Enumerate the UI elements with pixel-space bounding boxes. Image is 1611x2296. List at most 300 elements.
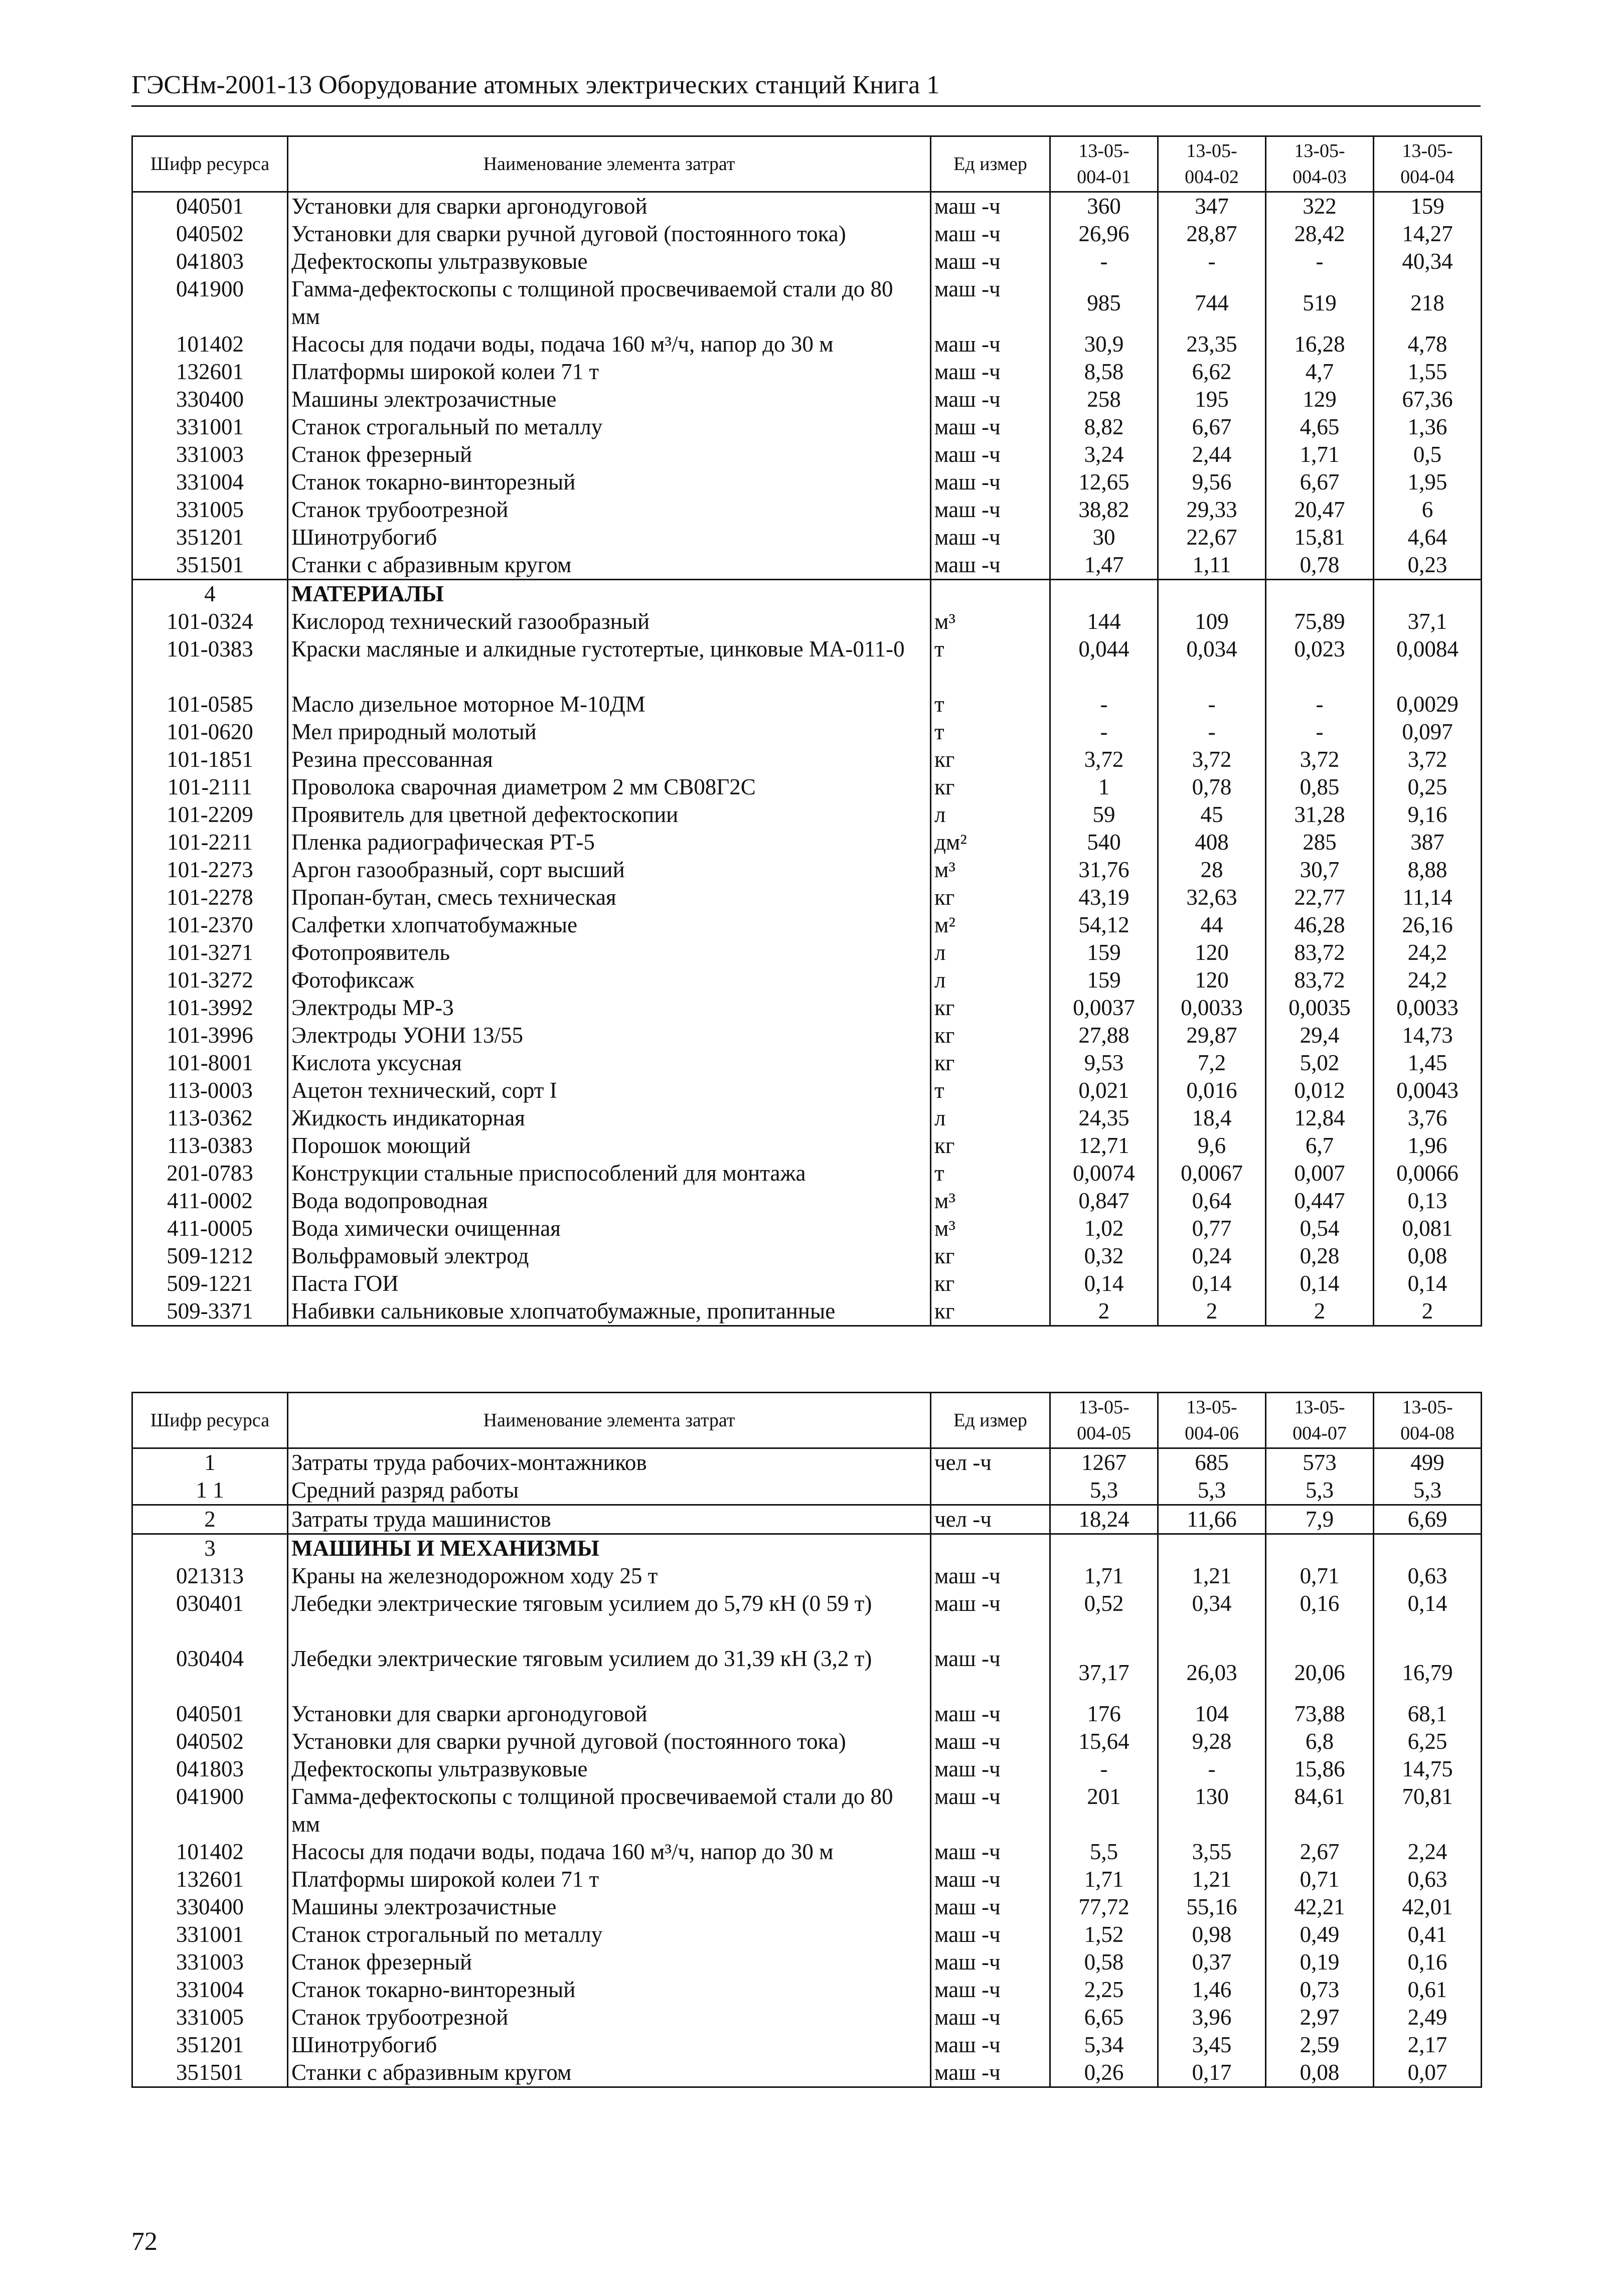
header-col-4: 13-05- 004-08 <box>1374 1393 1482 1448</box>
header-unit: Ед измер <box>931 1393 1050 1448</box>
resource-value: 73,88 <box>1266 1700 1374 1728</box>
resource-value: 0,081 <box>1374 1215 1482 1242</box>
resource-code: 201-0783 <box>132 1160 288 1187</box>
resource-value: 985 <box>1050 275 1158 331</box>
resource-unit: маш -ч <box>931 441 1050 468</box>
resource-value: - <box>1266 718 1374 746</box>
resource-value <box>1266 1534 1374 1563</box>
resource-code: 331001 <box>132 413 288 441</box>
resource-code: 351501 <box>132 2059 288 2087</box>
table-row <box>132 2031 1482 2059</box>
resource-value: 5,3 <box>1158 1477 1266 1505</box>
resource-value: 1,46 <box>1158 1976 1266 2004</box>
resource-name: Конструкции стальные приспособлений для монтажа <box>288 1160 931 1187</box>
resource-value: 4,65 <box>1266 413 1374 441</box>
resource-value: 54,12 <box>1050 911 1158 939</box>
header-name: Наименование элемента затрат <box>288 1393 931 1448</box>
resource-value: 0,54 <box>1266 1215 1374 1242</box>
resource-unit: маш -ч <box>931 1755 1050 1783</box>
resource-name: МАШИНЫ И МЕХАНИЗМЫ <box>288 1534 931 1563</box>
resource-unit: кг <box>931 1242 1050 1270</box>
table-row <box>132 1215 1482 1242</box>
table-row <box>132 1838 1482 1866</box>
resource-code: 101-3272 <box>132 966 288 994</box>
resource-name: Гамма-дефектоскопы с толщиной просвечиваемой стали до 80 мм <box>288 1783 931 1838</box>
resource-unit: л <box>931 1104 1050 1132</box>
resource-code: 132601 <box>132 1866 288 1893</box>
table-row <box>132 413 1482 441</box>
resource-code: 030401 <box>132 1590 288 1645</box>
resource-name: Аргон газообразный, сорт высший <box>288 856 931 884</box>
resource-code: 040502 <box>132 1728 288 1755</box>
resource-unit: маш -ч <box>931 1866 1050 1893</box>
resource-name: Мел природный молотый <box>288 718 931 746</box>
resource-value: 14,27 <box>1374 220 1482 248</box>
resource-value: 201 <box>1050 1783 1158 1838</box>
resource-name: Паста ГОИ <box>288 1270 931 1297</box>
resource-value: 30,9 <box>1050 331 1158 358</box>
resource-value: 5,3 <box>1266 1477 1374 1505</box>
table-row <box>132 691 1482 718</box>
resource-name: Станки с абразивным кругом <box>288 2059 931 2087</box>
resource-unit: т <box>931 1160 1050 1187</box>
resource-value: 6,7 <box>1266 1132 1374 1160</box>
header-name: Наименование элемента затрат <box>288 136 931 192</box>
table-row <box>132 718 1482 746</box>
resource-name: Проволока сварочная диаметром 2 мм СВ08Г2С <box>288 773 931 801</box>
header-col-2: 13-05- 004-02 <box>1158 136 1266 192</box>
resource-unit: маш -ч <box>931 1700 1050 1728</box>
resource-value: 1,11 <box>1158 551 1266 580</box>
resource-value: 1,45 <box>1374 1049 1482 1077</box>
resource-unit: кг <box>931 884 1050 911</box>
resource-code: 101-2278 <box>132 884 288 911</box>
resource-name: Лебедки электрические тяговым усилием до 5,79 кН (0 59 т) <box>288 1590 931 1645</box>
resource-unit: кг <box>931 773 1050 801</box>
table-row <box>132 331 1482 358</box>
resource-value: 258 <box>1050 386 1158 413</box>
resource-value: 29,87 <box>1158 1022 1266 1049</box>
resource-value: 0,08 <box>1374 1242 1482 1270</box>
header-col-2: 13-05- 004-06 <box>1158 1393 1266 1448</box>
table-row <box>132 635 1482 691</box>
resource-value: 0,71 <box>1266 1866 1374 1893</box>
resource-value: 0,14 <box>1374 1590 1482 1645</box>
header-col-1: 13-05- 004-05 <box>1050 1393 1158 1448</box>
resource-value: 0,16 <box>1374 1948 1482 1976</box>
resource-value: 0,73 <box>1266 1976 1374 2004</box>
resource-value: 3,76 <box>1374 1104 1482 1132</box>
resource-name: Машины электрозачистные <box>288 1893 931 1921</box>
table-row <box>132 1562 1482 1590</box>
resource-value: 20,06 <box>1266 1645 1374 1700</box>
resource-value: 0,58 <box>1050 1948 1158 1976</box>
resource-value: 3,72 <box>1050 746 1158 773</box>
resource-value: 0,0037 <box>1050 994 1158 1022</box>
resource-unit: кг <box>931 746 1050 773</box>
table-row <box>132 1077 1482 1104</box>
resource-value: 499 <box>1374 1448 1482 1477</box>
resource-unit: маш -ч <box>931 1893 1050 1921</box>
resource-code: 4 <box>132 580 288 608</box>
resource-code: 351201 <box>132 2031 288 2059</box>
resource-value: 11,66 <box>1158 1505 1266 1534</box>
resource-unit: маш -ч <box>931 551 1050 580</box>
table-row <box>132 1104 1482 1132</box>
resource-name: Краски масляные и алкидные густотертые, цинковые МА-011-0 <box>288 635 931 691</box>
resource-value: 38,82 <box>1050 496 1158 524</box>
resource-value: 0,0033 <box>1374 994 1482 1022</box>
resource-name: Машины электрозачистные <box>288 386 931 413</box>
resource-value: 0,007 <box>1266 1160 1374 1187</box>
resource-code: 331001 <box>132 1921 288 1948</box>
resource-unit <box>931 1534 1050 1563</box>
resource-value: 6,65 <box>1050 2004 1158 2031</box>
resource-value: 2,24 <box>1374 1838 1482 1866</box>
resource-name: Станок фрезерный <box>288 441 931 468</box>
table-row <box>132 1590 1482 1645</box>
resource-code: 041803 <box>132 248 288 275</box>
table-row <box>132 248 1482 275</box>
resource-value: 14,73 <box>1374 1022 1482 1049</box>
resource-value: 0,016 <box>1158 1077 1266 1104</box>
resource-code: 101-3996 <box>132 1022 288 1049</box>
resource-value <box>1158 1534 1266 1563</box>
resource-value: 3,72 <box>1266 746 1374 773</box>
resource-value: 0,0029 <box>1374 691 1482 718</box>
resource-value: 7,9 <box>1266 1505 1374 1534</box>
resource-value: 1,52 <box>1050 1921 1158 1948</box>
resource-unit <box>931 580 1050 608</box>
resource-value: 2 <box>1158 1297 1266 1326</box>
table-row <box>132 1477 1482 1505</box>
table-header-row <box>132 136 1482 192</box>
table-row <box>132 829 1482 856</box>
resource-value: 360 <box>1050 192 1158 221</box>
resource-value: 2,97 <box>1266 2004 1374 2031</box>
resource-unit: маш -ч <box>931 2059 1050 2087</box>
resource-value: 0,17 <box>1158 2059 1266 2087</box>
resource-unit: маш -ч <box>931 1590 1050 1645</box>
resource-name: Шинотрубогиб <box>288 2031 931 2059</box>
resource-value: 0,41 <box>1374 1921 1482 1948</box>
resource-value: 6,8 <box>1266 1728 1374 1755</box>
resource-value: 16,79 <box>1374 1645 1482 1700</box>
resource-code: 411-0005 <box>132 1215 288 1242</box>
table-row <box>132 386 1482 413</box>
resource-value: 9,16 <box>1374 801 1482 829</box>
resource-unit: маш -ч <box>931 1838 1050 1866</box>
resource-value: 120 <box>1158 939 1266 966</box>
resource-value: 0,034 <box>1158 635 1266 691</box>
resource-code: 2 <box>132 1505 288 1534</box>
resource-value: 0,0084 <box>1374 635 1482 691</box>
resource-value: 5,5 <box>1050 1838 1158 1866</box>
resource-name: Шинотрубогиб <box>288 524 931 551</box>
table-row <box>132 192 1482 221</box>
resource-value: 1,71 <box>1050 1866 1158 1893</box>
resource-code: 113-0003 <box>132 1077 288 1104</box>
resource-value: 3,72 <box>1158 746 1266 773</box>
resource-code: 040501 <box>132 192 288 221</box>
resource-value: 1 <box>1050 773 1158 801</box>
resource-value: 24,35 <box>1050 1104 1158 1132</box>
resource-unit: маш -ч <box>931 220 1050 248</box>
table-row <box>132 1448 1482 1477</box>
resource-unit: маш -ч <box>931 331 1050 358</box>
resource-name: Жидкость индикаторная <box>288 1104 931 1132</box>
resource-value: 2,17 <box>1374 2031 1482 2059</box>
resource-unit: маш -ч <box>931 2004 1050 2031</box>
resource-value: 5,34 <box>1050 2031 1158 2059</box>
resource-value: 0,021 <box>1050 1077 1158 1104</box>
table-row <box>132 2004 1482 2031</box>
resource-unit: маш -ч <box>931 1645 1050 1700</box>
resource-name: Дефектоскопы ультразвуковые <box>288 248 931 275</box>
resource-name: Установки для сварки ручной дуговой (постоянного тока) <box>288 1728 931 1755</box>
resource-value: 387 <box>1374 829 1482 856</box>
resource-value: 0,23 <box>1374 551 1482 580</box>
resource-code: 101-2111 <box>132 773 288 801</box>
resource-unit: т <box>931 1077 1050 1104</box>
resource-code: 330400 <box>132 1893 288 1921</box>
resource-value: 1,36 <box>1374 413 1482 441</box>
resource-value: 0,34 <box>1158 1590 1266 1645</box>
resource-value: 0,63 <box>1374 1866 1482 1893</box>
resource-value: 0,63 <box>1374 1562 1482 1590</box>
resource-table-2 <box>131 1392 1482 2088</box>
table-row <box>132 884 1482 911</box>
resource-name: Средний разряд работы <box>288 1477 931 1505</box>
table-row <box>132 911 1482 939</box>
resource-code: 351501 <box>132 551 288 580</box>
resource-value: 322 <box>1266 192 1374 221</box>
resource-value: 28,87 <box>1158 220 1266 248</box>
resource-code: 113-0383 <box>132 1132 288 1160</box>
resource-value: 0,19 <box>1266 1948 1374 1976</box>
resource-name: Лебедки электрические тяговым усилием до 31,39 кН (3,2 т) <box>288 1645 931 1700</box>
resource-value: 6 <box>1374 496 1482 524</box>
resource-code: 1 <box>132 1448 288 1477</box>
table-body <box>132 192 1482 1326</box>
resource-value: 15,86 <box>1266 1755 1374 1783</box>
resource-code: 030404 <box>132 1645 288 1700</box>
resource-value: 1267 <box>1050 1448 1158 1477</box>
resource-value: 408 <box>1158 829 1266 856</box>
resource-code: 101-0383 <box>132 635 288 691</box>
resource-value: 2 <box>1266 1297 1374 1326</box>
resource-value: 14,75 <box>1374 1755 1482 1783</box>
resource-unit: м² <box>931 911 1050 939</box>
resource-unit: маш -ч <box>931 1948 1050 1976</box>
resource-value: 9,6 <box>1158 1132 1266 1160</box>
resource-code: 101-2209 <box>132 801 288 829</box>
resource-table-1 <box>131 135 1482 1327</box>
resource-value: 5,3 <box>1050 1477 1158 1505</box>
resource-value: 0,78 <box>1266 551 1374 580</box>
resource-code: 101-0620 <box>132 718 288 746</box>
resource-name: Установки для сварки аргонодуговой <box>288 1700 931 1728</box>
table-row <box>132 1866 1482 1893</box>
resource-value: 67,36 <box>1374 386 1482 413</box>
section-row <box>132 1534 1482 1563</box>
resource-code: 101-0585 <box>132 691 288 718</box>
resource-name: Электроды УОНИ 13/55 <box>288 1022 931 1049</box>
resource-unit: т <box>931 691 1050 718</box>
resource-value: 0,61 <box>1374 1976 1482 2004</box>
resource-value: 22,77 <box>1266 884 1374 911</box>
resource-value: 109 <box>1158 608 1266 635</box>
resource-name: Станок трубоотрезной <box>288 496 931 524</box>
table-row <box>132 2059 1482 2087</box>
resource-value <box>1374 1534 1482 1563</box>
resource-code: 021313 <box>132 1562 288 1590</box>
resource-value: 26,16 <box>1374 911 1482 939</box>
table-row <box>132 358 1482 386</box>
resource-value: 347 <box>1158 192 1266 221</box>
resource-value: 11,14 <box>1374 884 1482 911</box>
resource-name: Затраты труда рабочих-монтажников <box>288 1448 931 1477</box>
resource-value: 26,03 <box>1158 1645 1266 1700</box>
resource-name: Резина прессованная <box>288 746 931 773</box>
resource-value: 12,65 <box>1050 468 1158 496</box>
resource-value: - <box>1050 718 1158 746</box>
resource-name: Насосы для подачи воды, подача 160 м³/ч, напор до 30 м <box>288 331 931 358</box>
resource-value: 0,0035 <box>1266 994 1374 1022</box>
resource-name: Пленка радиографическая РТ-5 <box>288 829 931 856</box>
resource-unit: дм² <box>931 829 1050 856</box>
resource-code: 101-3271 <box>132 939 288 966</box>
resource-name: МАТЕРИАЛЫ <box>288 580 931 608</box>
resource-unit: л <box>931 801 1050 829</box>
resource-code: 101-3992 <box>132 994 288 1022</box>
resource-value: 1,21 <box>1158 1562 1266 1590</box>
resource-value: 31,28 <box>1266 801 1374 829</box>
resource-value: 0,447 <box>1266 1187 1374 1215</box>
resource-value: 3,55 <box>1158 1838 1266 1866</box>
resource-value: 30 <box>1050 524 1158 551</box>
resource-value: 24,2 <box>1374 966 1482 994</box>
resource-unit: м³ <box>931 608 1050 635</box>
resource-value: 6,62 <box>1158 358 1266 386</box>
table-row <box>132 441 1482 468</box>
resource-value: 8,82 <box>1050 413 1158 441</box>
resource-value: 685 <box>1158 1448 1266 1477</box>
resource-value: 0,13 <box>1374 1187 1482 1215</box>
resource-value: 16,28 <box>1266 331 1374 358</box>
resource-code: 132601 <box>132 358 288 386</box>
resource-value: 29,4 <box>1266 1022 1374 1049</box>
resource-value: 0,85 <box>1266 773 1374 801</box>
resource-name: Установки для сварки аргонодуговой <box>288 192 931 221</box>
resource-value: 0,14 <box>1158 1270 1266 1297</box>
resource-value: 519 <box>1266 275 1374 331</box>
header-col-1: 13-05- 004-01 <box>1050 136 1158 192</box>
resource-value: 37,17 <box>1050 1645 1158 1700</box>
resource-unit: т <box>931 635 1050 691</box>
resource-code: 101-2370 <box>132 911 288 939</box>
resource-value: 45 <box>1158 801 1266 829</box>
table-row <box>132 220 1482 248</box>
resource-value: 1,47 <box>1050 551 1158 580</box>
resource-value: 3,24 <box>1050 441 1158 468</box>
resource-value <box>1266 580 1374 608</box>
resource-name: Гамма-дефектоскопы с толщиной просвечиваемой стали до 80 мм <box>288 275 931 331</box>
resource-value: 1,21 <box>1158 1866 1266 1893</box>
table-row <box>132 773 1482 801</box>
resource-name: Электроды МР-3 <box>288 994 931 1022</box>
resource-value: 1,71 <box>1266 441 1374 468</box>
resource-unit <box>931 1477 1050 1505</box>
resource-unit: л <box>931 939 1050 966</box>
resource-value: 120 <box>1158 966 1266 994</box>
resource-value: - <box>1050 248 1158 275</box>
resource-code: 101-0324 <box>132 608 288 635</box>
resource-value: 12,84 <box>1266 1104 1374 1132</box>
resource-unit: кг <box>931 1022 1050 1049</box>
resource-value: 20,47 <box>1266 496 1374 524</box>
resource-value: 2 <box>1050 1297 1158 1326</box>
resource-value: 4,7 <box>1266 358 1374 386</box>
resource-value <box>1374 580 1482 608</box>
resource-value: 6,69 <box>1374 1505 1482 1534</box>
resource-name: Платформы широкой колеи 71 т <box>288 358 931 386</box>
resource-value: 285 <box>1266 829 1374 856</box>
resource-value: 27,88 <box>1050 1022 1158 1049</box>
resource-code: 101-2211 <box>132 829 288 856</box>
resource-value: 28 <box>1158 856 1266 884</box>
resource-value: 75,89 <box>1266 608 1374 635</box>
table-row <box>132 1242 1482 1270</box>
resource-unit: м³ <box>931 856 1050 884</box>
resource-value: 159 <box>1050 939 1158 966</box>
resource-value: 42,01 <box>1374 1893 1482 1921</box>
table-row <box>132 1948 1482 1976</box>
resource-value: 540 <box>1050 829 1158 856</box>
resource-value: 84,61 <box>1266 1783 1374 1838</box>
section-row <box>132 580 1482 608</box>
table-row <box>132 1755 1482 1783</box>
resource-value: 0,26 <box>1050 2059 1158 2087</box>
resource-value: 1,71 <box>1050 1562 1158 1590</box>
resource-value: 42,21 <box>1266 1893 1374 1921</box>
page-number: 72 <box>131 2227 157 2256</box>
resource-name: Проявитель для цветной дефектоскопии <box>288 801 931 829</box>
resource-name: Платформы широкой колеи 71 т <box>288 1866 931 1893</box>
resource-name: Насосы для подачи воды, подача 160 м³/ч, напор до 30 м <box>288 1838 931 1866</box>
resource-value: 55,16 <box>1158 1893 1266 1921</box>
resource-value: 0,71 <box>1266 1562 1374 1590</box>
resource-value: - <box>1050 691 1158 718</box>
table-row <box>132 1187 1482 1215</box>
table-row <box>132 551 1482 580</box>
resource-value <box>1050 580 1158 608</box>
resource-unit: л <box>931 966 1050 994</box>
resource-value: 195 <box>1158 386 1266 413</box>
resource-code: 509-3371 <box>132 1297 288 1326</box>
resource-unit: кг <box>931 1049 1050 1077</box>
resource-value: 1,02 <box>1050 1215 1158 1242</box>
resource-code: 101402 <box>132 1838 288 1866</box>
table-row <box>132 1270 1482 1297</box>
resource-value: 83,72 <box>1266 939 1374 966</box>
resource-name: Масло дизельное моторное М-10ДМ <box>288 691 931 718</box>
resource-value: 26,96 <box>1050 220 1158 248</box>
resource-value: 4,78 <box>1374 331 1482 358</box>
table-row <box>132 1728 1482 1755</box>
resource-value: 0,023 <box>1266 635 1374 691</box>
resource-unit: маш -ч <box>931 524 1050 551</box>
